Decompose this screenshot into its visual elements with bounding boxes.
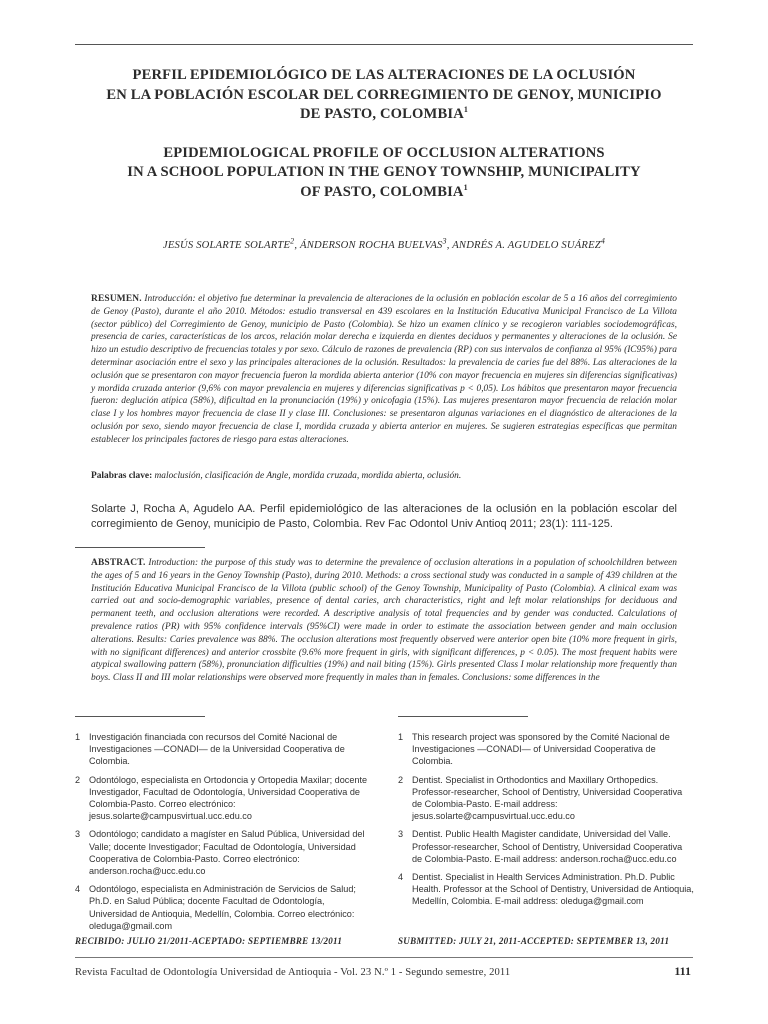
keywords bbox=[91, 471, 677, 481]
journal-footer: Revista Facultad de Odontología Universidad de Antioquia - Vol. 23 N.º 1 - Segundo semestre, 2011 bbox=[75, 967, 511, 978]
resumen-spanish bbox=[91, 293, 677, 447]
abstract-english bbox=[91, 557, 677, 697]
footnote: 2 Dentist. Specialist in Orthodontics and Maxillary Orthopedics. Professor-researcher, School of Dentistry, Universidad Cooperativa de Colombia-Pasto. E-mail address: jesus.solarte@campusvirtual.ucc.edu.co bbox=[398, 774, 683, 822]
footnote: 2 Odontólogo, especialista en Ortodoncia y Ortopedia Maxilar; docente Investigador, Facultad de Odontología, Universidad Cooperativa de Colombia-Pasto. Correo electrónico: jesus.solarte@campusvirtual.ucc.edu.co bbox=[75, 774, 368, 822]
title-line: EN LA POBLACIÓN ESCOLAR DEL CORREGIMIENTO DE GENOY, MUNICIPIO bbox=[106, 86, 662, 103]
author: ANDRÉS A. AGUDELO SUÁREZ$^4$ bbox=[452, 236, 606, 251]
title-block bbox=[75, 66, 693, 202]
footnote: 1 This research project was sponsored by the Comité Nacional de Investigaciones —CONADI— of Universidad Cooperativa de Colombia. bbox=[398, 732, 670, 767]
resumen-label: RESUMEN. bbox=[91, 294, 142, 304]
keywords-label: Palabras clave: bbox=[91, 471, 153, 481]
abstract-text: Introduction: the purpose of this study was to determine the prevalence of occlusion alterations in a population of schoolchildren between the ages of 5 and 16 years in the Genoy Township (Pasto), during 2010. Methods: a cross sectional study was conducted in a sample of 439 children at the Institución Educativa Municipal Francisco de la Villota (public school) of the Genoy Township, Municipality of Pasto (Colombia). A clinical exam was carried out and socio-demographic variables, presence of dental caries, arch characteristics, right and left molar relationships for deciduous and permanent teeth, and occlusion alterations were recorded. A descriptive analysis of total frequencies and by gender was conducted. Calculations of prevalence ratios (PR) with 95% confidence intervals (95%CI) were made in order to estimate the association between gender and main occlusion alterations. Results: Caries prevalence was 88%. The occlusion alterations most frequently observed were anterior open bite (10% more frequent in girls, with no significant differences) and anterior crossbite (9.6% more frequent in girls, with significant differences, p < 0.05). The most frequent habits were atypical swallowing pattern (58%), pronunciation difficulties (19%) and nail biting (15%). Girls presented Class I molar relationship more frequently than boys. Class II and III molar relationships were observed more frequently in males than in females. Conclusions: some differences in the bbox=[91, 558, 677, 684]
footer-rule bbox=[75, 957, 693, 958]
title-line: EPIDEMIOLOGICAL PROFILE OF OCCLUSION ALTERATIONS bbox=[163, 144, 605, 161]
title-spanish bbox=[75, 66, 693, 125]
page-number: 111 bbox=[674, 964, 691, 978]
separator-rule bbox=[75, 547, 205, 548]
received-date-english: SUBMITTED: JULY 21, 2011-ACCEPTED: SEPTEMBER 13, 2011 bbox=[398, 936, 670, 946]
received-date-spanish: RECIBIDO: JULIO 21/2011-ACEPTADO: SEPTIEMBRE 13/2011 bbox=[75, 936, 343, 946]
footnote: 4 Dentist. Specialist in Health Services Administration. Ph.D. Public Health. Professor at the School of Dentistry, Universidad de Antioquia, Medellín, Colombia. E-mail address: oleduga@gmail.com bbox=[398, 872, 694, 907]
footnote-mark: 1 bbox=[463, 105, 469, 115]
title-english bbox=[75, 144, 693, 203]
footnotes-spanish bbox=[75, 731, 371, 938]
resumen-text: Introducción: el objetivo fue determinar la prevalencia de alteraciones de la oclusión en población escolar de 5 a 16 años del corregimiento de Genoy (Pasto), durante el año 2010. Métodos: estudio transversal en 439 escolares en la Institución Educativa Municipal Francisco de La Villota (sector público) del Corregimiento de Genoy, municipio de Pasto (Colombia). Se hizo un examen clínico y se recogieron variables sociodemográficas, presencia de caries, características de los arcos, relación molar derecha e izquierda en dientes deciduos y permanentes y alteraciones de la oclusión. Se hizo un estudio descriptivo de frecuencias totales y por sexo. Cálculo de razones de prevalencia (RP) con sus intervalos de confianza al 95% (IC95%) para determinar asociación entre el sexo y las principales alteraciones de la oclusión. Resultados: la prevalencia de caries fue del 88%. Las alteraciones de la oclusión que se presentaron con mayor frecuencia fueron la mordida abierta anterior (10% con mayor frecuencia en mujeres sin diferencias significativas) y mordida cruzada anterior (9,6% con mayor prevalencia en mujeres y diferencias significativas p < 0,05). Los hábitos que presentaron mayor frecuencia fueron: deglución atípica (58%), dificultad en la pronunciación (19%) y onicofagia (15%). Las mujeres presentaron mayor frecuencia de relación molar clase I y los hombres mayor frecuencia de clase II y clase III. Conclusiones: se presentaron algunas variaciones en el diagnóstico de alteraciones de la oclusión por sexo, siendo mayor frecuencia de clase I, mordida cruzada y abierta anterior en mujeres. Se sugieren estrategias específicas que permitan establecer los principales factores de riesgo para estas alteraciones. bbox=[91, 294, 677, 445]
footnote: 1 Investigación financiada con recursos del Comité Nacional de Investigaciones —CONADI— de la Universidad Cooperativa de Colombia. bbox=[75, 732, 345, 767]
title-line: OF PASTO, COLOMBIA$^1$ bbox=[300, 182, 468, 200]
top-rule bbox=[75, 44, 693, 45]
footnote: 4 Odontólogo, especialista en Administración de Servicios de Salud; Ph.D. en Salud Pública; docente Facultad de Odontología, Universidad de Antioquia, Medellín, Colombia. Correo electrónico: oleduga@gmail.com bbox=[75, 884, 356, 931]
title-line: DE PASTO, COLOMBIA$^1$ bbox=[299, 105, 469, 122]
footnote-mark: 1 bbox=[463, 182, 468, 192]
footnote: 3 Dentist. Public Health Magister candidate, Universidad del Valle. Professor-researcher, School of Dentistry, Universidad Cooperativa de Colombia-Pasto. E-mail address: anderson.rocha@ucc.edu.co bbox=[398, 829, 683, 864]
author-list bbox=[75, 236, 693, 251]
footnote: 3 Odontólogo; candidato a magíster en Salud Pública, Universidad del Valle; docente Investigador; Facultad de Odontología, Universidad Cooperativa de Colombia-Pasto. Correo electrónico: anderson.rocha@ucc.edu.co bbox=[75, 829, 365, 877]
footnote-rule-left bbox=[75, 716, 205, 717]
title-line: IN A SCHOOL POPULATION IN THE GENOY TOWNSHIP, MUNICIPALITY bbox=[127, 164, 641, 180]
citation: Solarte J, Rocha A, Agudelo AA. Perfil epidemiológico de las alteraciones de la oclusión en la población escolar del corregimiento de Genoy, municipio de Pasto, Colombia. Rev Fac Odontol Univ Antioq 2011; 23(1): 111-125. bbox=[91, 503, 677, 530]
footnote-rule-right bbox=[398, 716, 528, 717]
footnotes-english bbox=[398, 731, 694, 914]
author: JESÚS SOLARTE SOLARTE$^2$, bbox=[162, 236, 301, 251]
author: ÁNDERSON ROCHA BUELVAS$^3$, bbox=[300, 236, 453, 251]
keywords-text: maloclusión, clasificación de Angle, mordida cruzada, mordida abierta, oclusión. bbox=[152, 471, 462, 481]
abstract-label: ABSTRACT. bbox=[91, 558, 146, 568]
title-line: PERFIL EPIDEMIOLÓGICO DE LAS ALTERACIONES DE LA OCLUSIÓN bbox=[132, 67, 636, 83]
